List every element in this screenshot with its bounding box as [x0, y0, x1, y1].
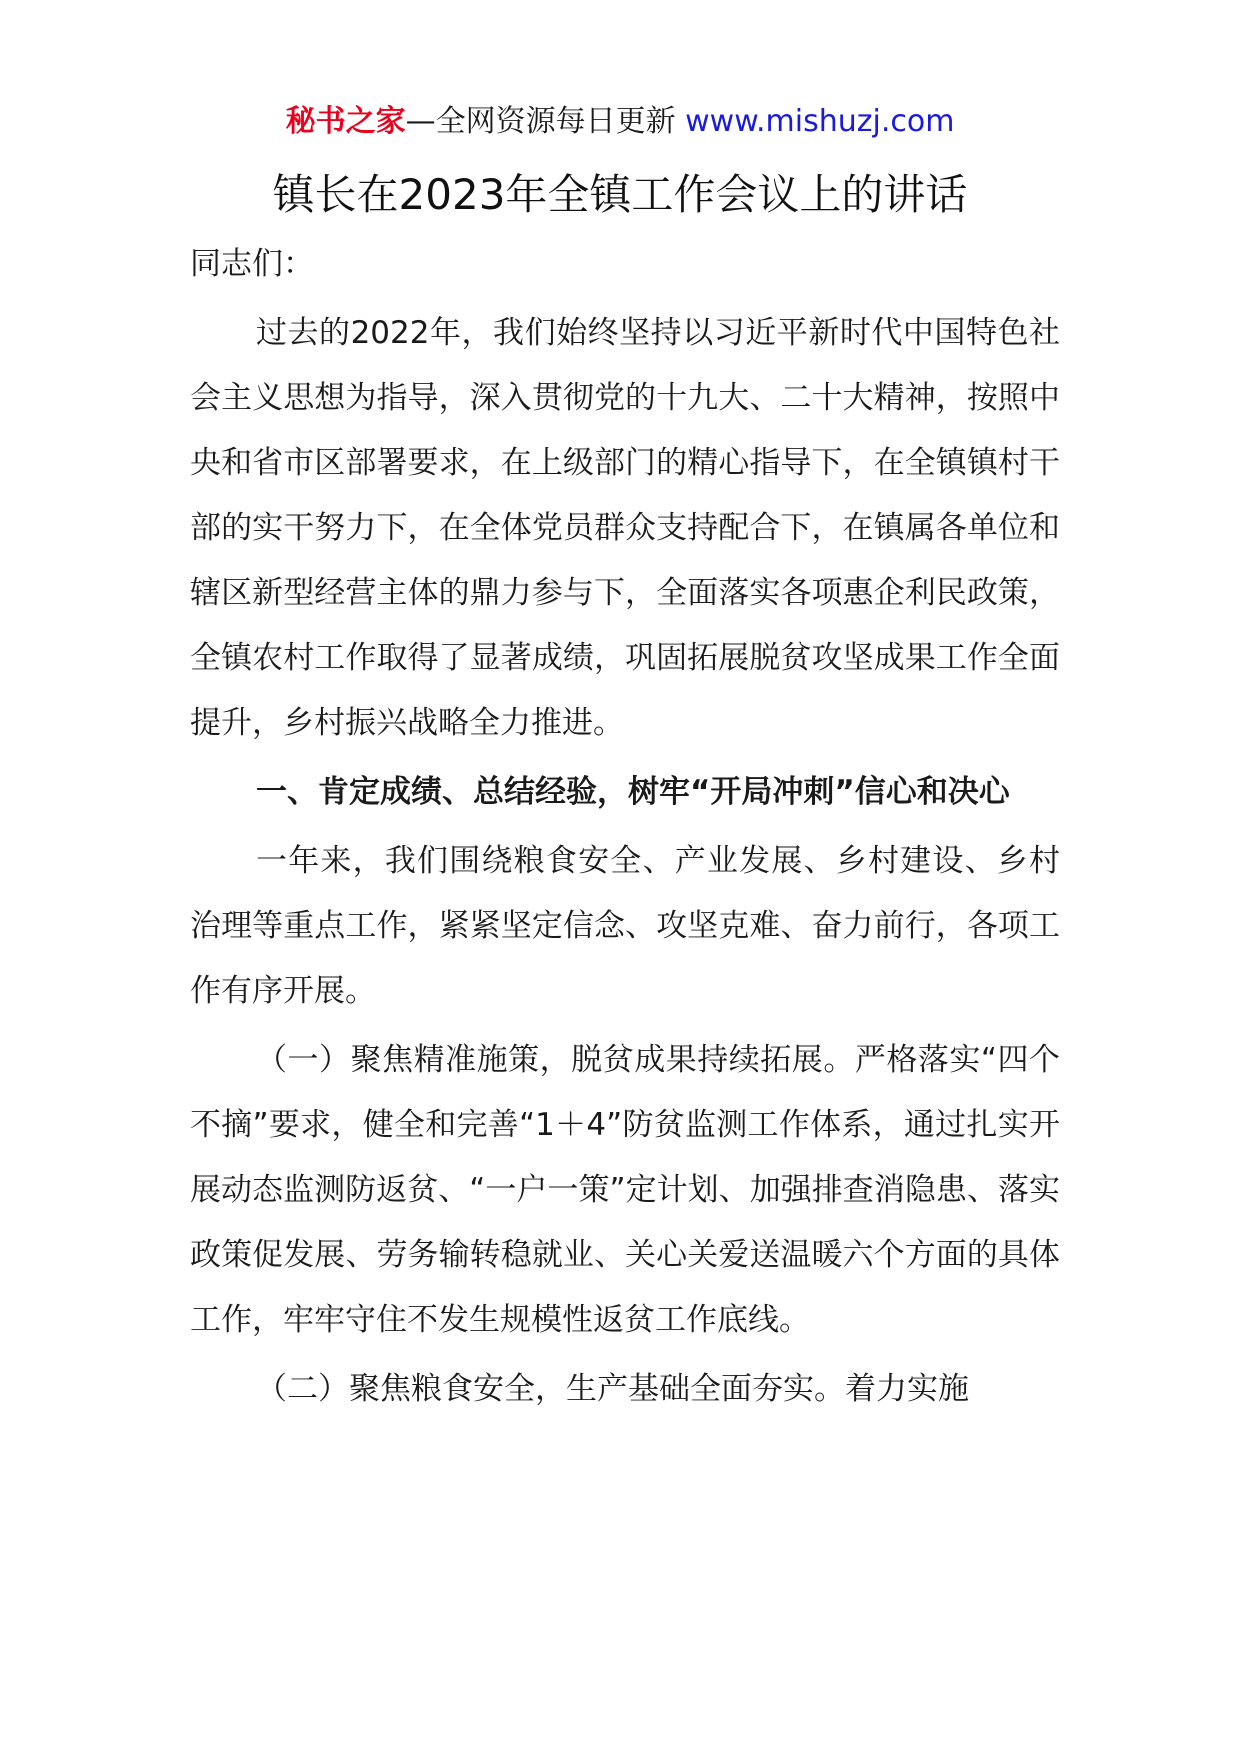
salutation: 同志们： — [190, 246, 314, 282]
paragraph-section1-intro: 一年来，我们围绕粮食安全、产业发展、乡村建设、乡村治理等重点工作，紧紧坚定信念、攻坚克难、奋力前行，各项工作有序开展。 — [190, 843, 1060, 1009]
paragraph-item-1: （一）聚焦精准施策，脱贫成果持续拓展。严格落实“四个不摘”要求，健全和完善“1＋4”防贫监测工作体系，通过扎实开展动态监测防返贫、“一户一策”定计划、加强排查消隐患、落实政策促发展、劳务输转稳就业、关心关爱送温暖六个方面的具体工作，牢牢守住不发生规模性返贫工作底线。 — [190, 1042, 1060, 1338]
paragraph-item-2: （二）聚焦粮食安全，生产基础全面夯实。着力实施 — [256, 1371, 969, 1407]
section-heading-1: 一、肯定成绩、总结经验，树牢“开局冲刺”信心和决心 — [256, 774, 1010, 810]
site-banner — [0, 100, 1240, 144]
document-body — [190, 232, 1060, 1422]
banner-url-link[interactable]: www.mishuzj.com — [685, 104, 955, 139]
banner-tagline: —全网资源每日更新 — [405, 104, 686, 139]
banner-brand: 秘书之家 — [285, 104, 406, 139]
document-title: 镇长在2023年全镇工作会议上的讲话 — [272, 170, 968, 219]
paragraph-intro: 过去的2022年，我们始终坚持以习近平新时代中国特色社会主义思想为指导，深入贯彻党的十九大、二十大精神，按照中央和省市区部署要求，在上级部门的精心指导下，在全镇镇村干部的实干努力下，在全体党员群众支持配合下，在镇属各单位和辖区新型经营主体的鼎力参与下，全面落实各项惠企利民政策，全镇农村工作取得了显著成绩，巩固拓展脱贫攻坚成果工作全面提升，乡村振兴战略全力推进。 — [190, 315, 1060, 741]
